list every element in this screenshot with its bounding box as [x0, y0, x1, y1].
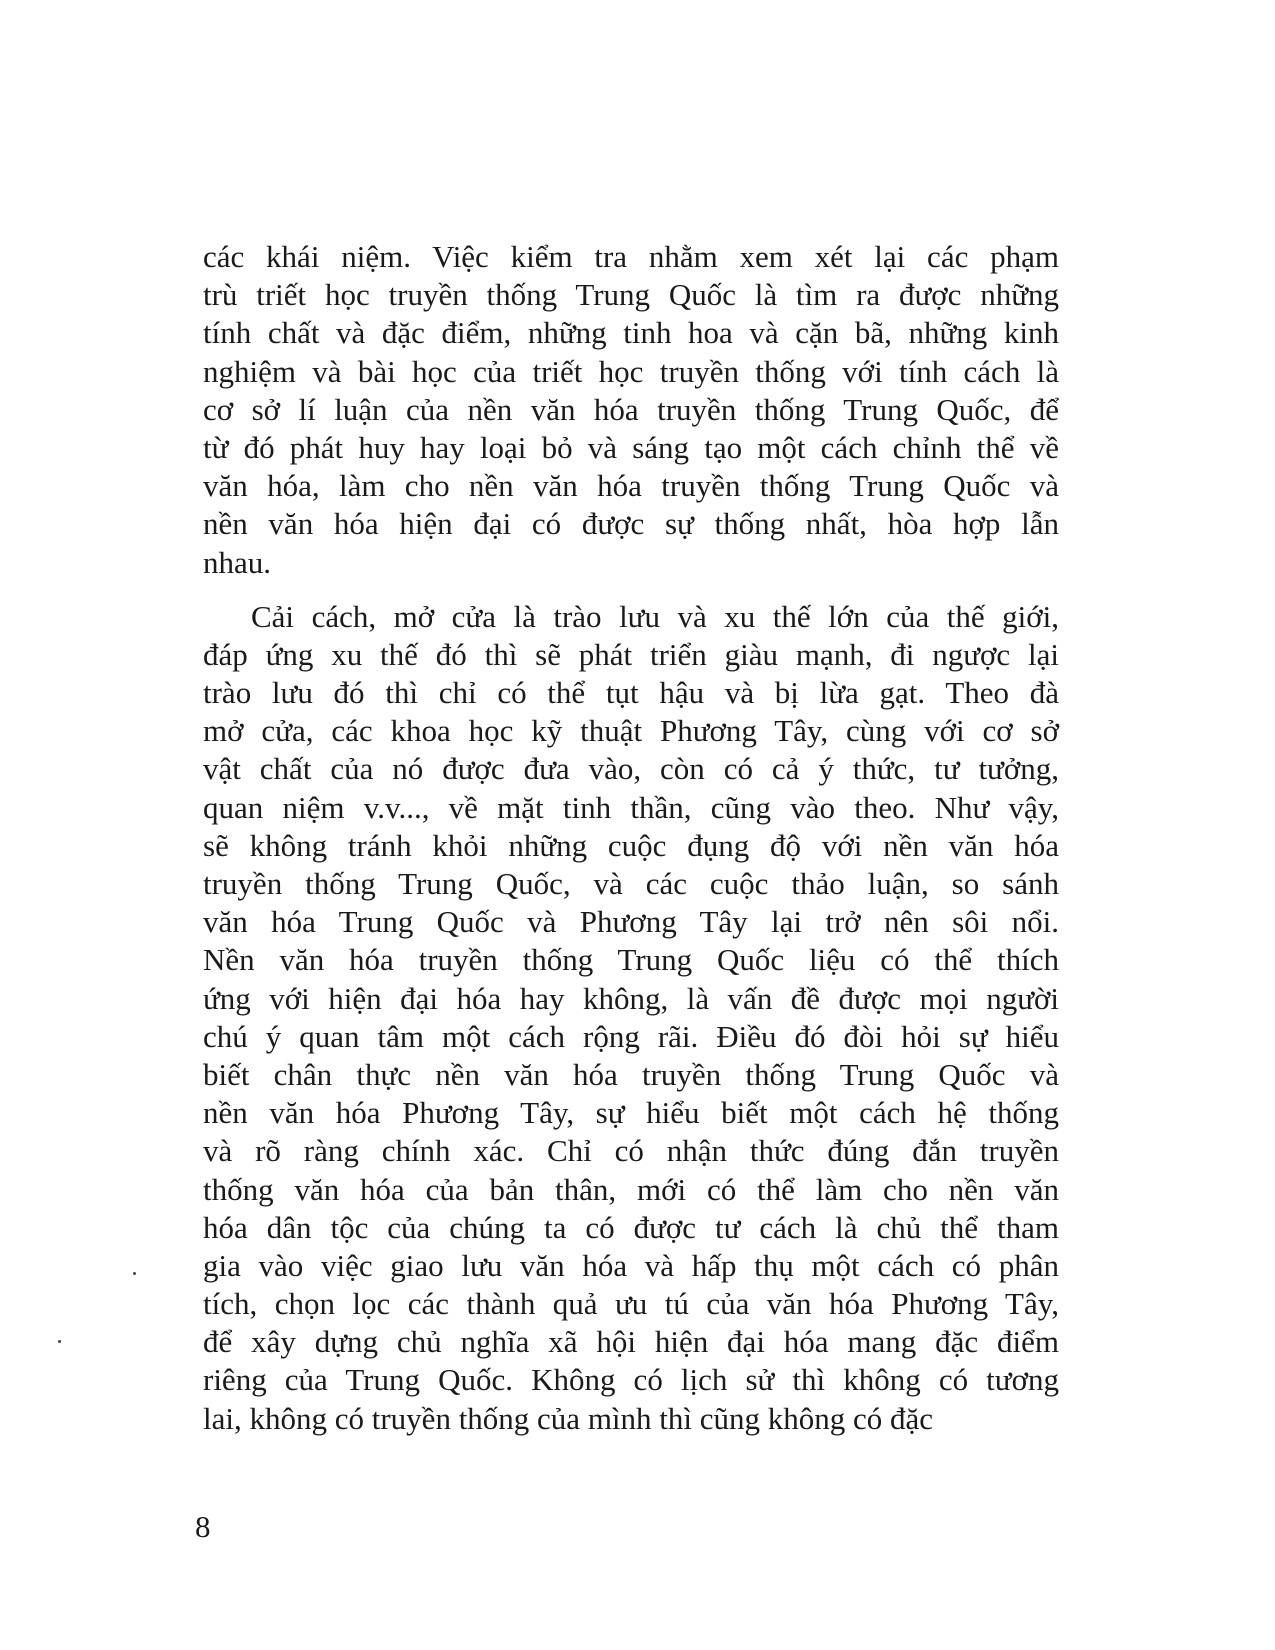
text-line: riêng của Trung Quốc. Không có lịch sử thì không có tương	[203, 1362, 1059, 1398]
paragraph	[203, 238, 1059, 582]
text-line: Cải cách, mở cửa là trào lưu và xu thế lớn của thế giới,	[251, 598, 1059, 634]
text-line: văn hóa, làm cho nền văn hóa truyền thống Trung Quốc và	[203, 468, 1059, 504]
text-line: vật chất của nó được đưa vào, còn có cả ý thức, tư tưởng,	[203, 751, 1059, 787]
text-line: và rõ ràng chính xác. Chỉ có nhận thức đúng đắn truyền	[203, 1133, 1059, 1169]
text-line: lai, không có truyền thống của mình thì cũng không có đặc	[203, 1400, 934, 1436]
text-line: sẽ không tránh khỏi những cuộc đụng độ với nền văn hóa	[203, 827, 1059, 863]
text-line: ứng với hiện đại hóa hay không, là vấn đề được mọi người	[203, 980, 1059, 1016]
text-line: văn hóa Trung Quốc và Phương Tây lại trở nên sôi nổi.	[203, 904, 1059, 940]
text-line: thống văn hóa của bản thân, mới có thể làm cho nền văn	[203, 1171, 1059, 1207]
body-text	[203, 238, 1059, 1438]
text-line: nhau.	[203, 544, 272, 580]
text-line: từ đó phát huy hay loại bỏ và sáng tạo một cách chỉnh thể về	[203, 429, 1059, 465]
text-line: đáp ứng xu thế đó thì sẽ phát triển giàu mạnh, đi ngược lại	[203, 636, 1059, 672]
text-line: hóa dân tộc của chúng ta có được tư cách là chủ thể tham	[203, 1209, 1059, 1245]
scan-speck	[58, 1340, 61, 1343]
text-line: tính chất và đặc điểm, những tinh hoa và cặn bã, những kinh	[203, 315, 1059, 351]
text-line: các khái niệm. Việc kiểm tra nhằm xem xét lại các phạm	[203, 239, 1059, 274]
text-line: Nền văn hóa truyền thống Trung Quốc liệu có thể thích	[203, 942, 1059, 978]
text-line: cơ sở lí luận của nền văn hóa truyền thống Trung Quốc, để	[203, 391, 1059, 427]
text-line: mở cửa, các khoa học kỹ thuật Phương Tây, cùng với cơ sở	[203, 713, 1059, 749]
scan-speck	[133, 1272, 136, 1275]
text-line: trù triết học truyền thống Trung Quốc là tìm ra được những	[203, 277, 1059, 313]
text-line: gia vào việc giao lưu văn hóa và hấp thụ một cách có phân	[203, 1247, 1059, 1283]
paragraph	[203, 598, 1059, 1438]
text-line: biết chân thực nền văn hóa truyền thống Trung Quốc và	[203, 1056, 1059, 1092]
text-line: để xây dựng chủ nghĩa xã hội hiện đại hóa mang đặc điểm	[203, 1324, 1059, 1360]
text-line: nền văn hóa hiện đại có được sự thống nhất, hòa hợp lẫn	[203, 506, 1059, 542]
text-line: chú ý quan tâm một cách rộng rãi. Điều đó đòi hỏi sự hiểu	[203, 1018, 1059, 1054]
text-line: truyền thống Trung Quốc, và các cuộc thảo luận, so sánh	[203, 866, 1059, 901]
paragraph-gap	[203, 582, 1059, 598]
text-line: trào lưu đó thì chỉ có thể tụt hậu và bị lừa gạt. Theo đà	[203, 675, 1059, 711]
text-line: tích, chọn lọc các thành quả ưu tú của văn hóa Phương Tây,	[203, 1286, 1059, 1322]
text-line: nền văn hóa Phương Tây, sự hiểu biết một cách hệ thống	[203, 1095, 1059, 1131]
page-number: 8	[195, 1509, 211, 1544]
text-line: nghiệm và bài học của triết học truyền thống với tính cách là	[203, 353, 1059, 389]
text-line: quan niệm v.v..., về mặt tinh thần, cũng vào theo. Như vậy,	[203, 789, 1059, 825]
